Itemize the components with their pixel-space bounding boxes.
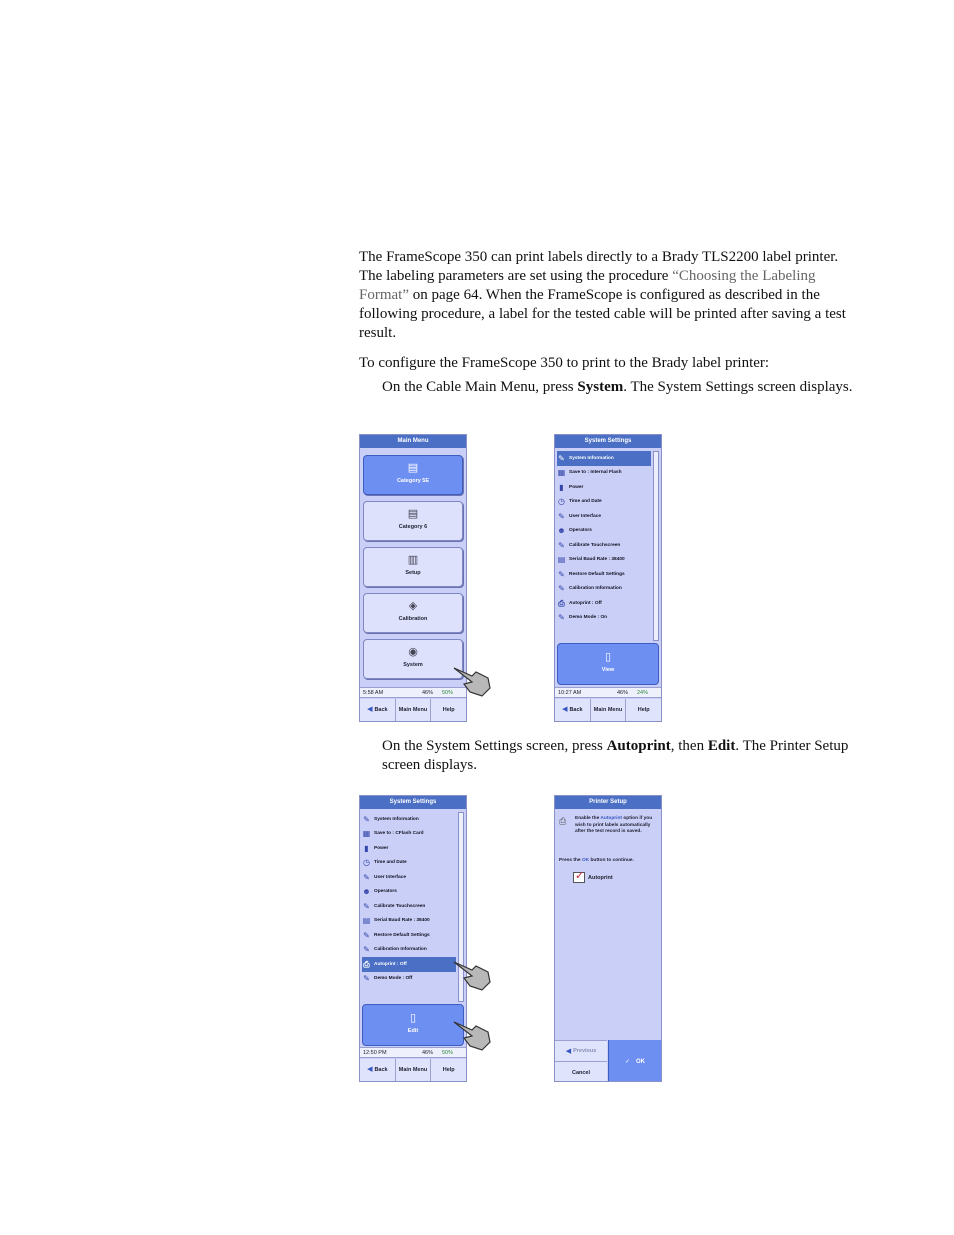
footer-bar bbox=[360, 1059, 466, 1081]
help-button[interactable]: Help bbox=[430, 1059, 466, 1081]
back-arrow-icon: ◀ bbox=[367, 1066, 373, 1073]
list-item[interactable] bbox=[362, 943, 456, 958]
battery-level: 46% bbox=[422, 1050, 434, 1056]
ok-button[interactable] bbox=[608, 1040, 661, 1082]
operator-icon: ☻ bbox=[362, 887, 371, 897]
step-1-text-end: . The System Settings screen displays. bbox=[623, 379, 853, 395]
storage-level: 24% bbox=[637, 690, 649, 696]
main-menu-button[interactable]: Main Menu bbox=[590, 699, 626, 721]
item-label: User Interface bbox=[569, 513, 601, 519]
step-1-text: On the Cable Main Menu, press bbox=[382, 379, 578, 395]
footer-bar bbox=[555, 699, 661, 721]
intro-text: The FrameScope 350 can print labels directly to a Brady TLS2200 label printer. The labeling parameters are set using the procedure bbox=[359, 249, 839, 284]
button-label: Calibration bbox=[398, 616, 428, 622]
list-item[interactable] bbox=[362, 827, 456, 842]
status-time: 5:58 AM bbox=[363, 690, 384, 696]
step-2-text: On the System Settings screen, press bbox=[382, 738, 607, 754]
pen-icon: ✎ bbox=[363, 945, 370, 955]
calibration-icon: ◈ bbox=[408, 600, 418, 612]
printer-icon: ⎙ bbox=[363, 959, 370, 969]
instruction-part: Press the bbox=[559, 858, 582, 863]
button-label: System bbox=[403, 662, 423, 668]
item-label: Calibrate Touchscreen bbox=[374, 903, 426, 909]
back-label: Back bbox=[374, 1067, 388, 1073]
screen-title: Printer Setup bbox=[555, 796, 661, 809]
previous-label: Previous bbox=[573, 1048, 597, 1054]
autoprint-checkbox[interactable] bbox=[573, 872, 613, 883]
item-label: Demo Mode : On bbox=[569, 615, 608, 621]
pen-icon: ✎ bbox=[558, 540, 565, 550]
system-settings-screen-edit bbox=[359, 795, 467, 1082]
system-button[interactable] bbox=[363, 639, 463, 679]
button-label: Category 5E bbox=[396, 478, 430, 484]
intro-paragraph bbox=[359, 248, 859, 343]
setup-icon: ▥ bbox=[407, 554, 419, 566]
settings-list bbox=[362, 812, 456, 986]
checkbox-box[interactable] bbox=[573, 872, 585, 883]
list-item[interactable] bbox=[557, 466, 651, 481]
previous-button[interactable] bbox=[555, 1040, 607, 1061]
pen-icon: ✎ bbox=[363, 872, 370, 882]
item-label: Power bbox=[569, 484, 584, 490]
item-label: Restore Default Settings bbox=[374, 932, 430, 938]
item-label: Operators bbox=[374, 889, 397, 895]
list-item[interactable] bbox=[362, 928, 456, 943]
list-item[interactable] bbox=[362, 812, 456, 827]
item-label: User Interface bbox=[374, 874, 406, 880]
list-item[interactable] bbox=[557, 538, 651, 553]
printer-icon: ⎙ bbox=[558, 598, 565, 608]
step-2-text-mid: , then bbox=[670, 738, 708, 754]
item-label: Save to : Internal Flash bbox=[569, 470, 622, 476]
list-item[interactable] bbox=[557, 611, 651, 626]
cancel-button[interactable]: Cancel bbox=[555, 1061, 607, 1082]
main-menu-screen bbox=[359, 434, 467, 722]
configure-line: To configure the FrameScope 350 to print to the Brady label printer: bbox=[359, 355, 770, 371]
step-2 bbox=[382, 737, 862, 775]
instruction-part: button to continue. bbox=[589, 858, 634, 863]
pen-icon: ✎ bbox=[363, 930, 370, 940]
ok-label: OK bbox=[636, 1058, 646, 1065]
system-settings-screen-view bbox=[554, 434, 662, 722]
status-time: 12:50 PM bbox=[363, 1050, 387, 1056]
category-6-button[interactable] bbox=[363, 501, 463, 541]
list-item[interactable] bbox=[362, 885, 456, 900]
checkmark-icon: ✓ bbox=[575, 870, 585, 882]
document-icon: ▤ bbox=[407, 508, 419, 520]
list-item[interactable] bbox=[557, 524, 651, 539]
printer-icon: ⎙ bbox=[559, 816, 567, 826]
back-arrow-icon: ◀ bbox=[562, 706, 568, 713]
clock-icon: ◷ bbox=[363, 858, 370, 868]
pen-icon: ✎ bbox=[363, 901, 370, 911]
list-item[interactable] bbox=[557, 596, 651, 611]
view-icon: ▯ bbox=[604, 651, 612, 663]
step-1-bold: System bbox=[577, 379, 624, 395]
edit-button[interactable] bbox=[362, 1004, 464, 1046]
pointing-hand-icon bbox=[452, 956, 492, 992]
list-item[interactable] bbox=[362, 841, 456, 856]
back-label: Back bbox=[374, 707, 388, 713]
list-item[interactable] bbox=[557, 582, 651, 597]
scrollbar[interactable] bbox=[653, 451, 659, 641]
status-bar bbox=[555, 687, 661, 698]
previous-arrow-icon: ◀ bbox=[565, 1048, 572, 1055]
list-item[interactable] bbox=[557, 553, 651, 568]
list-item[interactable] bbox=[557, 451, 651, 466]
list-item[interactable] bbox=[362, 914, 456, 929]
calibration-button[interactable] bbox=[363, 593, 463, 633]
status-time: 10:27 AM bbox=[558, 690, 582, 696]
instruction-part: Enable the bbox=[575, 816, 601, 821]
instruction-part: option if you wish to print labels automatically after the test record is saved. bbox=[575, 816, 653, 834]
back-button[interactable] bbox=[360, 699, 395, 721]
list-item[interactable] bbox=[362, 957, 456, 972]
item-label: Autoprint : Off bbox=[569, 600, 602, 606]
continue-text bbox=[559, 858, 657, 865]
button-label: Category 6 bbox=[398, 524, 428, 530]
item-label: Calibration Information bbox=[569, 586, 622, 592]
list-item[interactable] bbox=[557, 495, 651, 510]
pen-icon: ✎ bbox=[558, 584, 565, 594]
serial-icon: ▤ bbox=[557, 555, 566, 565]
setup-button[interactable] bbox=[363, 547, 463, 587]
help-button[interactable]: Help bbox=[430, 699, 466, 721]
screen-title: Main Menu bbox=[360, 435, 466, 448]
step-2-bold-edit: Edit bbox=[707, 738, 736, 754]
list-item[interactable] bbox=[557, 509, 651, 524]
battery-icon: ▮ bbox=[364, 843, 369, 853]
item-label: Power bbox=[374, 845, 389, 851]
item-label: Demo Mode : Off bbox=[374, 976, 413, 982]
labeling-format-link[interactable]: “Choosing the Labeling Format” bbox=[359, 268, 816, 303]
button-label: View bbox=[601, 667, 615, 673]
info-icon: ✎ bbox=[558, 453, 565, 463]
operator-icon: ☻ bbox=[557, 526, 566, 536]
item-label: System Information bbox=[569, 455, 614, 461]
status-bar bbox=[360, 687, 466, 698]
clock-icon: ◷ bbox=[558, 497, 565, 507]
document-icon: ▤ bbox=[407, 462, 419, 474]
category-5e-button[interactable] bbox=[363, 455, 463, 495]
instruction-link: OK bbox=[581, 858, 590, 863]
item-label: Calibrate Touchscreen bbox=[569, 542, 621, 548]
settings-list bbox=[557, 451, 651, 625]
item-label: Serial Baud Rate : 38400 bbox=[374, 918, 430, 924]
help-button[interactable]: Help bbox=[625, 699, 661, 721]
instruction-link: Autoprint bbox=[600, 816, 623, 821]
back-button[interactable] bbox=[360, 1059, 395, 1081]
item-label: Save to : CFlash Card bbox=[374, 831, 424, 837]
main-menu-button[interactable]: Main Menu bbox=[395, 1059, 431, 1081]
edit-icon: ▯ bbox=[409, 1012, 417, 1024]
item-label: Operators bbox=[569, 528, 592, 534]
system-icon: ◉ bbox=[408, 646, 418, 658]
storage-level: 50% bbox=[442, 690, 454, 696]
checkbox-label: Autoprint bbox=[588, 874, 613, 881]
step-2-text-end: . The Printer Setup screen displays. bbox=[382, 738, 849, 773]
list-item[interactable] bbox=[362, 899, 456, 914]
button-label: Edit bbox=[407, 1028, 419, 1034]
item-label: Serial Baud Rate : 38400 bbox=[569, 557, 625, 563]
status-bar bbox=[360, 1047, 466, 1058]
pointing-hand-icon bbox=[452, 662, 492, 698]
step-1 bbox=[382, 378, 862, 397]
flash-icon: ▦ bbox=[557, 468, 566, 478]
list-item[interactable] bbox=[362, 972, 456, 987]
pen-icon: ✎ bbox=[558, 613, 565, 623]
item-label: Time and Date bbox=[569, 499, 602, 505]
printer-setup-screen bbox=[554, 795, 662, 1082]
back-button[interactable] bbox=[555, 699, 590, 721]
list-item[interactable] bbox=[557, 480, 651, 495]
screen-title: System Settings bbox=[555, 435, 661, 448]
item-label: Autoprint : Off bbox=[374, 961, 407, 967]
view-button[interactable] bbox=[557, 643, 659, 685]
item-label: System Information bbox=[374, 816, 419, 822]
step-2-bold-autoprint: Autoprint bbox=[606, 738, 671, 754]
battery-icon: ▮ bbox=[559, 482, 564, 492]
screen-title: System Settings bbox=[360, 796, 466, 809]
back-label: Back bbox=[569, 707, 583, 713]
back-arrow-icon: ◀ bbox=[367, 706, 373, 713]
pointing-hand-icon bbox=[452, 1016, 492, 1052]
item-label: Time and Date bbox=[374, 860, 407, 866]
item-label: Calibration Information bbox=[374, 947, 427, 953]
button-label: Setup bbox=[405, 570, 421, 576]
pen-icon: ✎ bbox=[363, 974, 370, 984]
main-menu-button[interactable]: Main Menu bbox=[395, 699, 431, 721]
intro-text-end: on page 64. When the FrameScope is configured as described in the following procedure, a label for the tested cable will be printed after saving a test result. bbox=[359, 287, 846, 341]
list-item[interactable] bbox=[362, 856, 456, 871]
battery-level: 46% bbox=[422, 690, 434, 696]
pen-icon: ✎ bbox=[558, 569, 565, 579]
flash-icon: ▦ bbox=[362, 829, 371, 839]
item-label: Restore Default Settings bbox=[569, 571, 625, 577]
serial-icon: ▤ bbox=[362, 916, 371, 926]
pen-icon: ✎ bbox=[558, 511, 565, 521]
storage-level: 50% bbox=[442, 1050, 454, 1056]
list-item[interactable] bbox=[362, 870, 456, 885]
battery-level: 46% bbox=[617, 690, 629, 696]
check-icon: ✓ bbox=[624, 1059, 631, 1065]
list-item[interactable] bbox=[557, 567, 651, 582]
footer-bar bbox=[360, 699, 466, 721]
info-icon: ✎ bbox=[363, 814, 370, 824]
instruction-text bbox=[559, 816, 657, 836]
